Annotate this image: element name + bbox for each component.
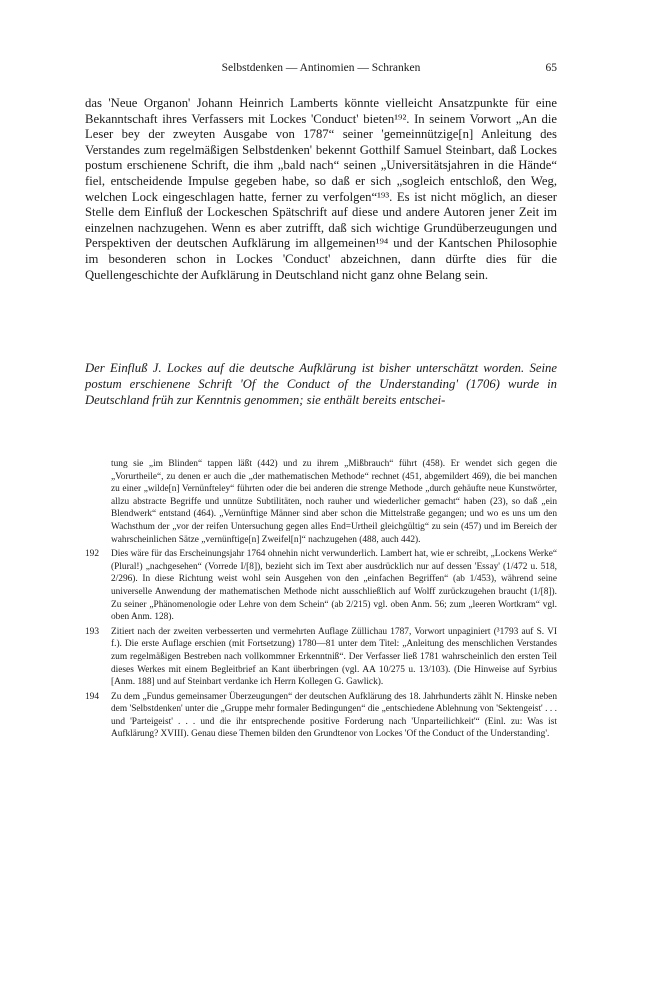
page-header [85, 62, 557, 78]
chapter-summary: Der Einfluß J. Lockes auf die deutsche Aufklärung ist bisher unterschätzt worden. Seine postum erschienene Schrift 'Of the Conduct of the Understanding' (1706) wurde in Deutschland früh zur Kenntnis genommen; sie enthält bereits entschei- [85, 361, 557, 407]
footnote-192 [85, 548, 557, 624]
footnote-number: 194 [85, 691, 100, 702]
footnote-193 [85, 626, 557, 689]
footnote-continuation: tung sie „im Blinden“ tappen läßt (442) und zu ihrem „Mißbrauch“ führt (458). Er wendet sich gegen die „Vorurtheile“, zu denen er auch die „der mathematischen Methode“ rechnet (451, abgemildert 469), die bei manchen zu einer „wilde[n] Vernünfteley“ führten oder die bei anderen die strenge Methode „durch gehäufte neue Kunstwörter, allzu abstracte Begriffe und unnütze Subtilitäten, noch rauher und wiederlicher gemacht“ haben (23), so daß „ein Blendwerk“ entstand (464). „Vernünftige Männer sind aber schon die Mittelstraße gegangen; und wo es uns um den Wachsthum der „vor der reifen Untersuchung gegen alles End=Urtheil gleichgültig“ zu sein (457) und im Bereich der wahrscheinlichen Sätze „vernünftige[n] Zweifel[n]“ nachzugehen (488, auch 442). [111, 459, 557, 545]
running-head: Selbstdenken — Antinomien — Schranken [221, 62, 421, 74]
footnote-number: 193 [85, 626, 100, 637]
footnote-text: Zitiert nach der zweiten verbesserten und vermehrten Auflage Züllichau 1787, Vorwort unpaginiert (³1793 auf S. VI f.). Die erste Auflage erschien (mit Fortsetzung) 1780—81 unter dem Titel: „Anleitung des menschlichen Verstandes zum regelmäßigen Bestreben nach vollkommner Erkenntniß“. Der Verfasser ließ 1781 wahrscheinlich den ersten Teil dieses Werkes mit einem Begleitbrief an Kant überbringen (vgl. AA 10/275 u. 13/103). (Die Hinweise auf Syrbius [Anm. 188] und auf Steinbart verdanke ich Herrn Kollegen G. Gawlick). [111, 626, 557, 688]
page-number: 65 [545, 62, 557, 74]
footnotes [85, 458, 557, 743]
footnote-194 [85, 691, 557, 741]
body-paragraph: das 'Neue Organon' Johann Heinrich Lamberts könnte vielleicht Ansatzpunkte für eine Bekanntschaft ihres Verfassers mit Lockes 'Conduct' bieten¹⁹². In seinem Vorwort „An die Leser bey der zweyten Ausgabe von 1787“ seiner 'gemeinnützige[n] Anleitung des Verstandes zum regelmäßigen Selbstdenken' bekennt Gotthilf Samuel Steinbart, daß Lockes postum erschienene Schrift, die ihm „bald nach“ seinen „Universitätsjahren in die Hände“ fiel, entscheidende Impulse gegeben habe, so daß er sich „sogleich entschloß, den Weg, welchen Lock eingeschlagen hatte, ferner zu verfolgen“¹⁹³. Es ist nicht möglich, an dieser Stelle dem Einfluß der Lockeschen Spätschrift auf diese und andere Autoren jener Zeit im einzelnen nachzugehen. Wenn es aber zutrifft, daß sich wichtige Grundüberzeugungen und Perspektiven der deutschen Aufklärung im allgemeinen¹⁹⁴ und der Kantschen Philosophie im besonderen schon in Lockes 'Conduct' abzeichnen, dann dürfte dies für die Quellengeschichte der Aufklärung in Deutschland nicht ganz ohne Belang sein. [85, 96, 557, 282]
footnote-text: Dies wäre für das Erscheinungsjahr 1764 ohnehin nicht verwunderlich. Lambert hat, wie er schreibt, „Lockens Werke“ (Plural!) „nachgesehen“ (Vorrede I/[8]), bezieht sich im Text aber ausdrücklich nur auf dessen 'Essay' (1/472 u. 518, 2/296). In diese Richtung weist wohl sein Ausgehen von den „einfachen Begriffen“ (ab 1/453), während seine universelle Anwendung der mathematischen Methode nicht ausschließlich auf Wolff zurückzugehen braucht (1/[8]). Zu seiner „Phänomenologie oder Lehre von dem Schein“ (ab 2/215) vgl. oben Anm. 56; zum „leeren Wortkram“ vgl. oben Anm. 128). [111, 549, 557, 623]
footnote-text: Zu dem „Fundus gemeinsamer Überzeugungen“ der deutschen Aufklärung des 18. Jahrhunderts zählt N. Hinske neben dem 'Selbstdenken' unter die „Gruppe mehr formaler Bedingungen“ die „entschiedene Ablehnung von 'Sektengeist' . . . und 'Parteigeist' . . . und die ihr entsprechende positive Forderung nach 'Unparteilichkeit'“ (Einl. zu: Was ist Aufklärung? XVIII). Genau diese Themen bilden den Grundtenor von Lockes 'Of the Conduct of the Understanding'. [111, 691, 557, 740]
footnote-number: 192 [85, 549, 100, 560]
